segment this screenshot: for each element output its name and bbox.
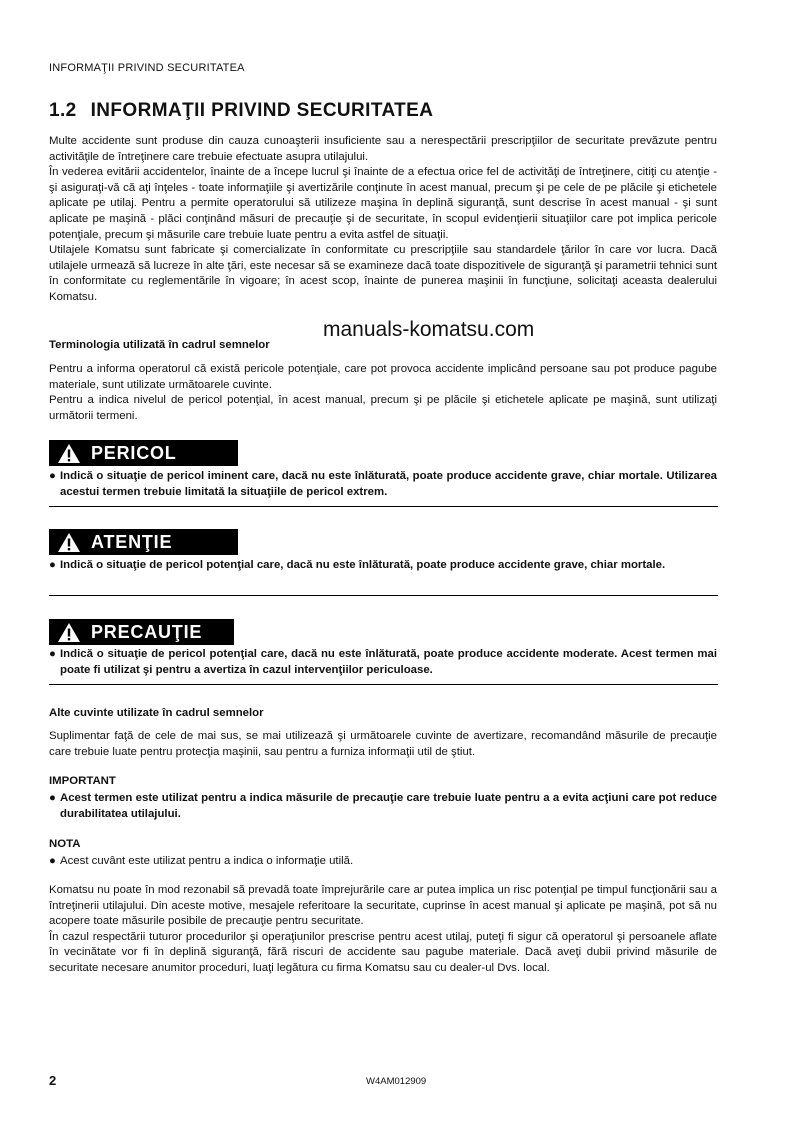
important-description (49, 791, 717, 822)
bullet-icon: ● (49, 855, 56, 867)
signal-description-caution (49, 647, 717, 678)
signal-word-warning (49, 529, 238, 555)
signal-label-danger: PERICOL (91, 442, 177, 463)
nota-description (49, 854, 717, 870)
section-title (49, 100, 433, 122)
signal-word-caution (49, 619, 234, 645)
danger-text: Indică o situaţie de pericol iminent care, dacă nu este înlăturată, poate produce accidente grave, chiar mortale. Utilizarea acestui termen trebuie limitată la situaţiile de pericol extrem. (60, 470, 717, 498)
intro-paragraph: Utilajele Komatsu sunt fabricate şi comercializate în conformitate cu prescripţiile sau standardele ţărilor în care vor lucra. Dacă utilajele urmează să lucreze în alte ţări, este necesar să se examineze dacă toate dispozitivele de siguranţă şi parametrii tehnici sunt în conformitate cu reglementările în vigoare; în acest scop, înainte de punerea maşinii în funcţiune, solicitaţi aceasta dealerului Komatsu. (49, 244, 717, 303)
other-words-heading: Alte cuvinte utilizate în cadrul semnelor (49, 707, 264, 719)
terminology-paragraph: Pentru a informa operatorul că există pericole potenţiale, care pot provoca accidente implicând persoane sau pot produce pagube materiale, sunt utilizate următoarele cuvinte. (49, 363, 717, 391)
intro-text (49, 134, 717, 306)
warning-triangle-icon (57, 443, 81, 464)
divider (49, 684, 718, 685)
divider (49, 595, 718, 596)
terminology-paragraph: Pentru a indica nivelul de pericol potenţial, în acest manual, precum şi pe plăcile şi etichetele aplicate pe maşină, sunt utilizaţi următorii termeni. (49, 394, 717, 422)
bullet-icon: ● (49, 792, 56, 804)
closing-text (49, 883, 717, 977)
section-title-text: INFORMAŢII PRIVIND SECURITATEA (90, 100, 434, 121)
important-label: IMPORTANT (49, 775, 116, 787)
other-words-text: Suplimentar faţă de cele de mai sus, se mai utilizează şi următoarele cuvinte de avertizare, recomandând măsurile de precauţie care trebuie luate pentru protecţia maşinii, sau pentru a furniza informaţii util de ştiut. (49, 730, 717, 758)
divider (49, 506, 718, 507)
terminology-text (49, 362, 717, 424)
page-number: 2 (49, 1073, 57, 1088)
watermark: manuals-komatsu.com (323, 318, 535, 341)
nota-label: NOTA (49, 838, 81, 850)
nota-text: Acest cuvânt este utilizat pentru a indica o informaţie utilă. (60, 855, 354, 867)
signal-description-warning (49, 558, 717, 574)
warning-triangle-icon (57, 532, 81, 553)
terminology-heading: Terminologia utilizată în cadrul semnelor (49, 339, 270, 351)
closing-paragraph: În cazul respectării tuturor procedurilor şi operaţiunilor prescrise pentru acest utilaj, puteţi fi sigur că operatorul şi persoanele aflate în vecinătate vor fi în deplină siguranţă, fără riscuri de accidente sau pagube materiale. Dacă aveţi dubii privind măsurile de securitate necesare anumitor proceduri, luaţi legătura cu firma Komatsu sau cu dealer-ul Dvs. local. (49, 930, 717, 974)
signal-label-warning: ATENŢIE (91, 531, 173, 552)
bullet-icon: ● (49, 559, 56, 571)
bullet-icon: ● (49, 648, 56, 660)
important-text: Acest termen este utilizat pentru a indica măsurile de precauţie care trebuie luate pentru a a evita acţiuni care pot reduce durabilitatea utilajului. (60, 792, 717, 820)
signal-description-danger (49, 469, 717, 500)
signal-word-danger (49, 440, 238, 466)
warning-text: Indică o situaţie de pericol potenţial care, dacă nu este înlăturată, poate produce accidente grave, chiar mortale. (60, 559, 666, 571)
closing-paragraph: Komatsu nu poate în mod rezonabil să prevadă toate împrejurările care ar putea implica un risc potenţial pe timpul funcţionării sau a întreţinerii utilajului. Din aceste motive, mesajele referitoare la securitate, cuprinse în acest manual şi aplicate pe maşină, pot să nu acopere toate măsurile posibile de precauţie pentru securitate. (49, 884, 717, 928)
signal-label-caution: PRECAUŢIE (91, 621, 203, 642)
section-number: 1.2 (49, 100, 77, 121)
warning-triangle-icon (57, 622, 81, 643)
intro-paragraph: Multe accidente sunt produse din cauza cunoaşterii insuficiente sau a nerespectării prescripţiilor de securitate prevăzute pentru activităţile de întreţinere care trebuie efectuate asupra utilajului. (49, 135, 717, 163)
intro-paragraph: În vederea evitării accidentelor, înainte de a începe lucrul şi înainte de a efectua orice fel de activităţi de întreţinere, citiţi cu atenţie - şi asiguraţi-vă că aţi înţeles - toate informaţiile şi avertizările conţinute în acest manual, precum şi pe cele de pe plăcile şi etichetele aplicate pe utilaj. Pentru a permite operatorului să utilizeze maşina în deplină siguranţă, sunt descrise în acest manual - şi sunt aplicate pe maşină - plăci conţinând măsuri de precauţie şi de securitate, în scopul evidenţierii situaţiilor care pot implica pericole potenţiale, precum şi măsurile care trebuie luate pentru a evita astfel de situaţii. (49, 166, 717, 241)
document-code: W4AM012909 (366, 1076, 427, 1087)
running-header: INFORMAŢII PRIVIND SECURITATEA (49, 62, 245, 74)
caution-text: Indică o situaţie de pericol potenţial care, dacă nu este înlăturată, poate produce accidente moderate. Acest termen mai poate fi utilizat şi pentru a avertiza în cazul intervenţiilor periculoase. (60, 648, 717, 676)
bullet-icon: ● (49, 470, 56, 482)
